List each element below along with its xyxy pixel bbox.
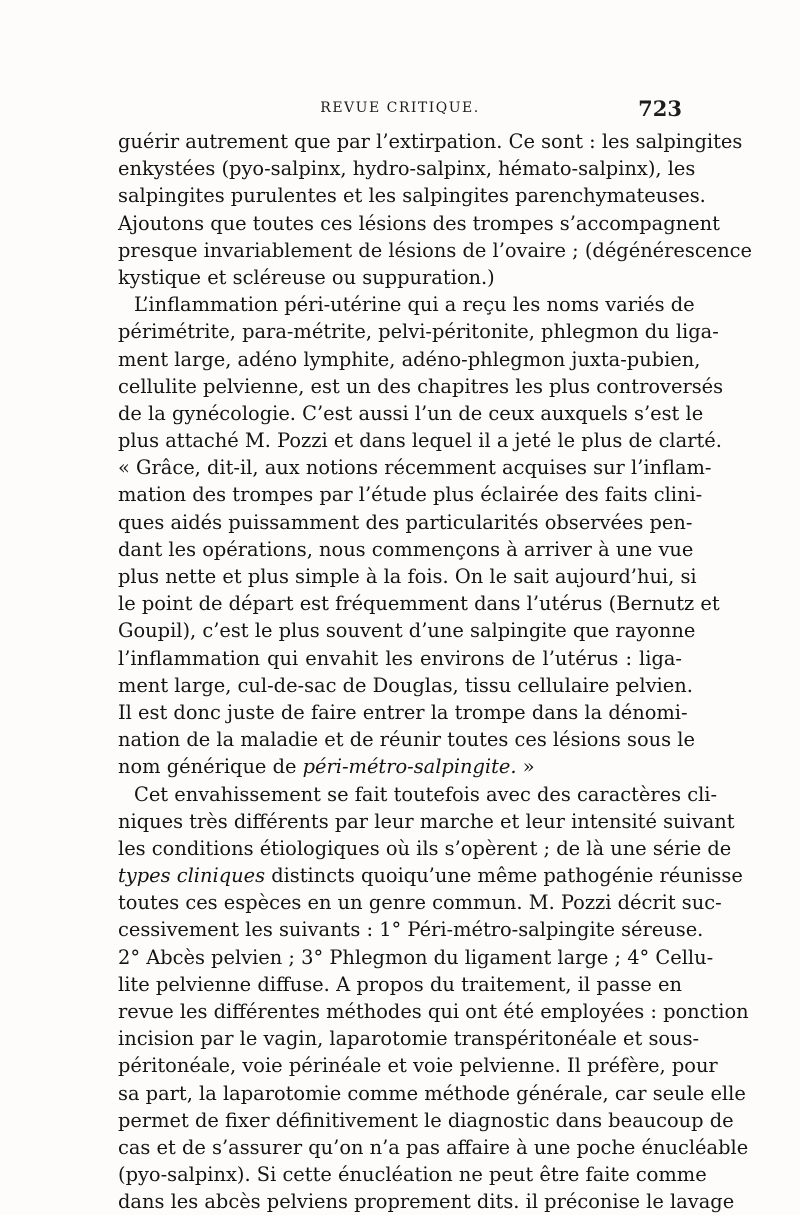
text-line <box>118 889 722 916</box>
line-text: les conditions étiologiques où ils s’opèrent ; de là une série de <box>118 836 732 860</box>
line-text: cas et de s’assurer qu’on n’a pas affaire à une poche énucléable <box>118 1135 749 1159</box>
line-text: incision par le vagin, laparotomie transpéritonéale et sous- <box>118 1027 700 1051</box>
line-text: « Grâce, dit-il, aux notions récemment acquises sur l’inflam- <box>118 456 712 480</box>
line-text: 2° Abcès pelvien ; 3° Phlegmon du ligament large ; 4° Cellu- <box>118 945 714 969</box>
line-text: niques très différents par leur marche et leur intensité suivant <box>118 809 735 833</box>
text-line <box>118 1107 734 1134</box>
text-line <box>118 155 696 182</box>
running-title: REVUE CRITIQUE. <box>320 100 480 116</box>
line-text: ques aidés puissamment des particularités observées pen- <box>118 510 693 534</box>
text-line <box>118 128 743 155</box>
line-text: de la gynécologie. C’est aussi l’un de ceux auxquels s’est le <box>118 401 704 425</box>
text-line <box>118 753 682 780</box>
text-line <box>118 237 753 264</box>
text-line <box>118 563 697 590</box>
text-line <box>118 264 682 291</box>
page-number: 723 <box>638 96 682 121</box>
text-line <box>118 1134 749 1161</box>
text-line <box>118 835 732 862</box>
line-text: cessivement les suivants : 1° Péri-métro-salpingite séreuse. <box>118 918 704 942</box>
line-text: permet de fixer définitivement le diagnostic dans beaucoup de <box>118 1108 734 1132</box>
text-line <box>118 998 749 1025</box>
text-line <box>118 291 695 318</box>
line-text: nation de la maladie et de réunir toutes ces lésions sous le <box>118 728 695 752</box>
text-line <box>118 427 722 454</box>
body-text <box>118 128 753 1216</box>
line-text: sa part, la laparotomie comme méthode générale, car seule elle <box>118 1081 746 1105</box>
line-text: cellulite pelvienne, est un des chapitres les plus controversés <box>118 374 724 398</box>
line-text: kystique et scléreuse ou suppuration.) <box>118 265 495 289</box>
line-tail: » <box>516 755 535 779</box>
text-line <box>118 1052 718 1079</box>
line-text: le point de départ est fréquemment dans l’utérus (Bernutz et <box>118 592 720 616</box>
text-line <box>118 454 712 481</box>
line-text: péritonéale, voie périnéale et voie pelvienne. Il préfère, pour <box>118 1054 718 1078</box>
line-text: ment large, adéno lymphite, adéno-phlegmon juxta-pubien, <box>118 347 701 371</box>
line-text: enkystées (pyo-salpinx, hydro-salpinx, hémato-salpinx), les <box>118 157 696 181</box>
line-text: ment large, cul-de-sac de Douglas, tissu cellulaire pelvien. <box>118 673 693 697</box>
line-text: dans les abcès pelviens proprement dits. il préconise le lavage <box>118 1190 735 1214</box>
text-line <box>118 400 704 427</box>
line-text: Ajoutons que toutes ces lésions des trompes s’accompagnent <box>118 211 720 235</box>
text-line <box>118 373 724 400</box>
text-line <box>118 1025 700 1052</box>
line-text: nom générique de <box>118 755 303 779</box>
text-line <box>118 672 693 699</box>
text-line <box>118 1080 746 1107</box>
line-text: Goupil), c’est le plus souvent d’une salpingite que rayonne <box>118 619 696 643</box>
text-line <box>118 645 682 672</box>
text-line <box>118 726 695 753</box>
line-text: l’inflammation qui envahit les environs de l’utérus : liga- <box>118 646 682 670</box>
text-line <box>118 862 743 889</box>
line-text: dant les opérations, nous commençons à arriver à une vue <box>118 537 694 561</box>
text-line <box>118 617 696 644</box>
line-text: lite pelvienne diffuse. A propos du traitement, il passe en <box>118 972 682 996</box>
text-line <box>118 536 694 563</box>
line-text: revue les différentes méthodes qui ont été employées : ponction <box>118 1000 749 1023</box>
line-text: L’inflammation péri-utérine qui a reçu les noms variés de <box>134 293 695 317</box>
line-text: distincts quoiqu’une même pathogénie réunisse <box>265 864 743 888</box>
line-text: presque invariablement de lésions de l’ovaire ; (dégénérescence <box>118 238 753 262</box>
text-line <box>118 916 704 943</box>
text-line <box>118 1188 735 1215</box>
text-line <box>118 481 703 508</box>
line-text: (pyo-salpinx). Si cette énucléation ne peut être faite comme <box>118 1163 707 1187</box>
line-text: périmétrite, para-métrite, pelvi-péritonite, phlegmon du liga- <box>118 320 719 344</box>
line-text: salpingites purulentes et les salpingites parenchymateuses. <box>118 184 706 208</box>
line-text: plus attaché M. Pozzi et dans lequel il a jeté le plus de clarté. <box>118 429 722 453</box>
text-line <box>118 971 682 998</box>
text-line <box>118 318 719 345</box>
text-line <box>118 781 718 808</box>
text-line <box>118 1161 707 1188</box>
line-text: plus nette et plus simple à la fois. On le sait aujourd’hui, si <box>118 565 697 588</box>
text-line <box>118 346 701 373</box>
running-head <box>118 96 682 124</box>
text-line <box>118 509 693 536</box>
line-text: Cet envahissement se fait toutefois avec des caractères cli- <box>134 782 718 806</box>
text-line <box>118 182 706 209</box>
text-line <box>118 808 735 835</box>
line-text: toutes ces espèces en un genre commun. M. Pozzi décrit suc- <box>118 891 722 915</box>
line-text: guérir autrement que par l’extirpation. Ce sont : les salpingites <box>118 130 743 153</box>
italic-term: péri-métro-salpingite. <box>302 755 517 779</box>
text-line <box>118 590 720 617</box>
text-line <box>118 699 688 726</box>
text-line <box>118 944 714 971</box>
line-text: Il est donc juste de faire entrer la trompe dans la dénomi- <box>118 700 688 724</box>
italic-term: types cliniques <box>118 864 266 888</box>
line-text: mation des trompes par l’étude plus éclairée des faits clini- <box>118 483 703 507</box>
text-line <box>118 210 720 237</box>
